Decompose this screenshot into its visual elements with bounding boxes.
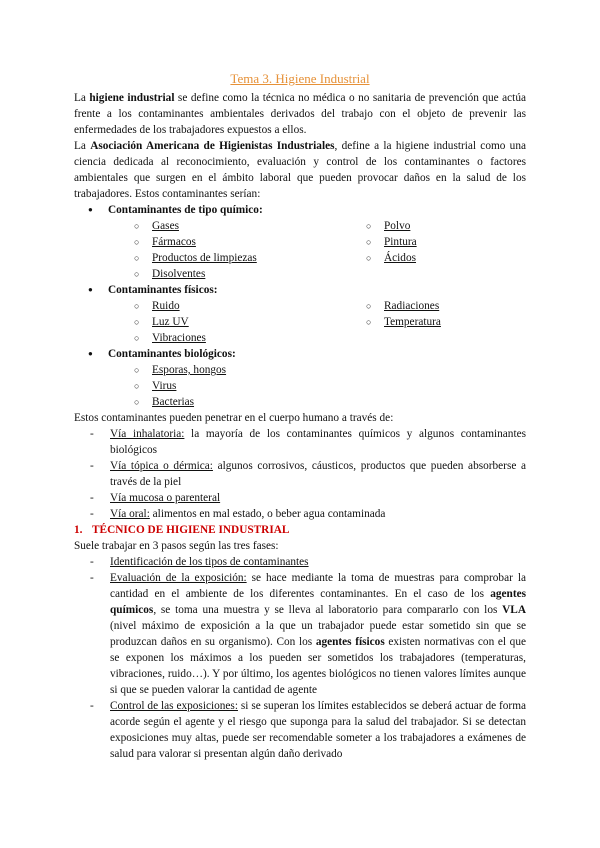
list-item: ○ Fármacos (134, 234, 366, 250)
list-item: ○ Luz UV (134, 314, 366, 330)
list-item: ○ Temperatura (366, 314, 441, 330)
association-name: Asociación Americana de Higienistas Industriales (90, 140, 335, 152)
subitem-grid (108, 218, 526, 282)
routes-intro: Estos contaminantes pueden penetrar en el cuerpo humano a través de: (74, 412, 394, 424)
category-biological (88, 346, 526, 410)
list-item: ○ Virus (134, 378, 366, 394)
list-item: ○ Ácidos (366, 250, 417, 266)
route-item: - Vía inhalatoria: la mayoría de los contaminantes químicos y algunos contaminantes biológicos (90, 426, 526, 458)
list-item: ○ Ruido (134, 298, 366, 314)
intro-paragraph-1 (74, 90, 526, 138)
intro-paragraph-2 (74, 138, 526, 202)
page-title: Tema 3. Higiene Industrial (230, 71, 370, 86)
subitem-column (108, 218, 366, 282)
list-item: ○ Disolventes (134, 266, 366, 282)
intro-text: La (74, 92, 90, 104)
list-item: ○ Polvo (366, 218, 417, 234)
section-intro: Suele trabajar en 3 pasos según las tres fases: (74, 540, 279, 552)
route-item: - Vía mucosa o parenteral (90, 490, 526, 506)
category-label: Contaminantes de tipo químico: (108, 204, 263, 216)
category-physical (88, 282, 526, 346)
route-item: - Vía tópica o dérmica: algunos corrosivos, cáusticos, productos que pueden absorberse a través de la piel (90, 458, 526, 490)
category-label: Contaminantes biológicos: (108, 348, 236, 360)
subitem-grid (108, 298, 526, 346)
category-chemical (88, 202, 526, 282)
list-item: ○ Esporas, hongos (134, 362, 366, 378)
step-item: - Evaluación de la exposición: se hace mediante la toma de muestras para comprobar la cantidad en el ambiente de los diferentes contaminantes. En el caso de los agentes químicos, se toma una muestra y se lleva al laboratorio para compararlo con los VLA (nivel máximo de exposición a la que un trabajador puede estar sometido sin que se produzcan daños en su organismo). Con los agentes físicos existen normativas con el que se exponen los máximos a los pueden ser sometidos los trabajadores (temperaturas, vibraciones, ruido…). Y por último, los agentes biológicos no tienen valores límites aunque si que se pueden valorar la cantidad de agente (90, 570, 526, 698)
entry-routes-list (74, 426, 526, 522)
step-item: - Control de las exposiciones: si se superan los límites establecidos se deberá actuar de forma acorde según el agente y el riesgo que suponga para la salud del trabajador. Si se detectan exposiciones muy altas, puede ser recomendable someter a los trabajadores a exámenes de salud para valorar si presentan algún daño derivado (90, 698, 526, 762)
intro-term: higiene industrial (89, 92, 175, 104)
list-item: ○ Bacterias (134, 394, 366, 410)
subitem-column (366, 218, 417, 282)
intro-text: se define como la técnica no médica o no sanitaria de prevención que actúa frente a los contaminantes ambientales derivados del trabajo con el objeto de prevenir las enfermedades de los trabajadores expuestos a ellos. (74, 92, 526, 136)
intro-text: , define a la higiene industrial como una ciencia dedicada al reconocimiento, evaluación y control de los contaminantes o factores ambientales que surgen en el ámbito laboral que pueden provocar daños en la salud de los trabajadores. Estos contaminantes serían: (74, 140, 526, 200)
section-title: TÉCNICO DE HIGIENE INDUSTRIAL (92, 524, 290, 536)
list-item: ○ Pintura (366, 234, 417, 250)
intro-text: La (74, 140, 91, 152)
subitem-column (108, 362, 366, 410)
step-item: - Identificación de los tipos de contaminantes (90, 554, 526, 570)
subitem-column (366, 298, 441, 346)
contaminant-categories (74, 202, 526, 410)
subitem-column (108, 298, 366, 346)
section-number: 1. (74, 524, 83, 536)
list-item: ○ Gases (134, 218, 366, 234)
steps-list (74, 554, 526, 762)
section-heading (74, 522, 526, 538)
list-item: ○ Vibraciones (134, 330, 366, 346)
list-item: ○ Radiaciones (366, 298, 441, 314)
subitem-grid (108, 362, 526, 410)
list-item: ○ Productos de limpiezas (134, 250, 366, 266)
route-item: - Vía oral: alimentos en mal estado, o beber agua contaminada (90, 506, 526, 522)
document-page (74, 70, 526, 762)
category-label: Contaminantes físicos: (108, 284, 218, 296)
